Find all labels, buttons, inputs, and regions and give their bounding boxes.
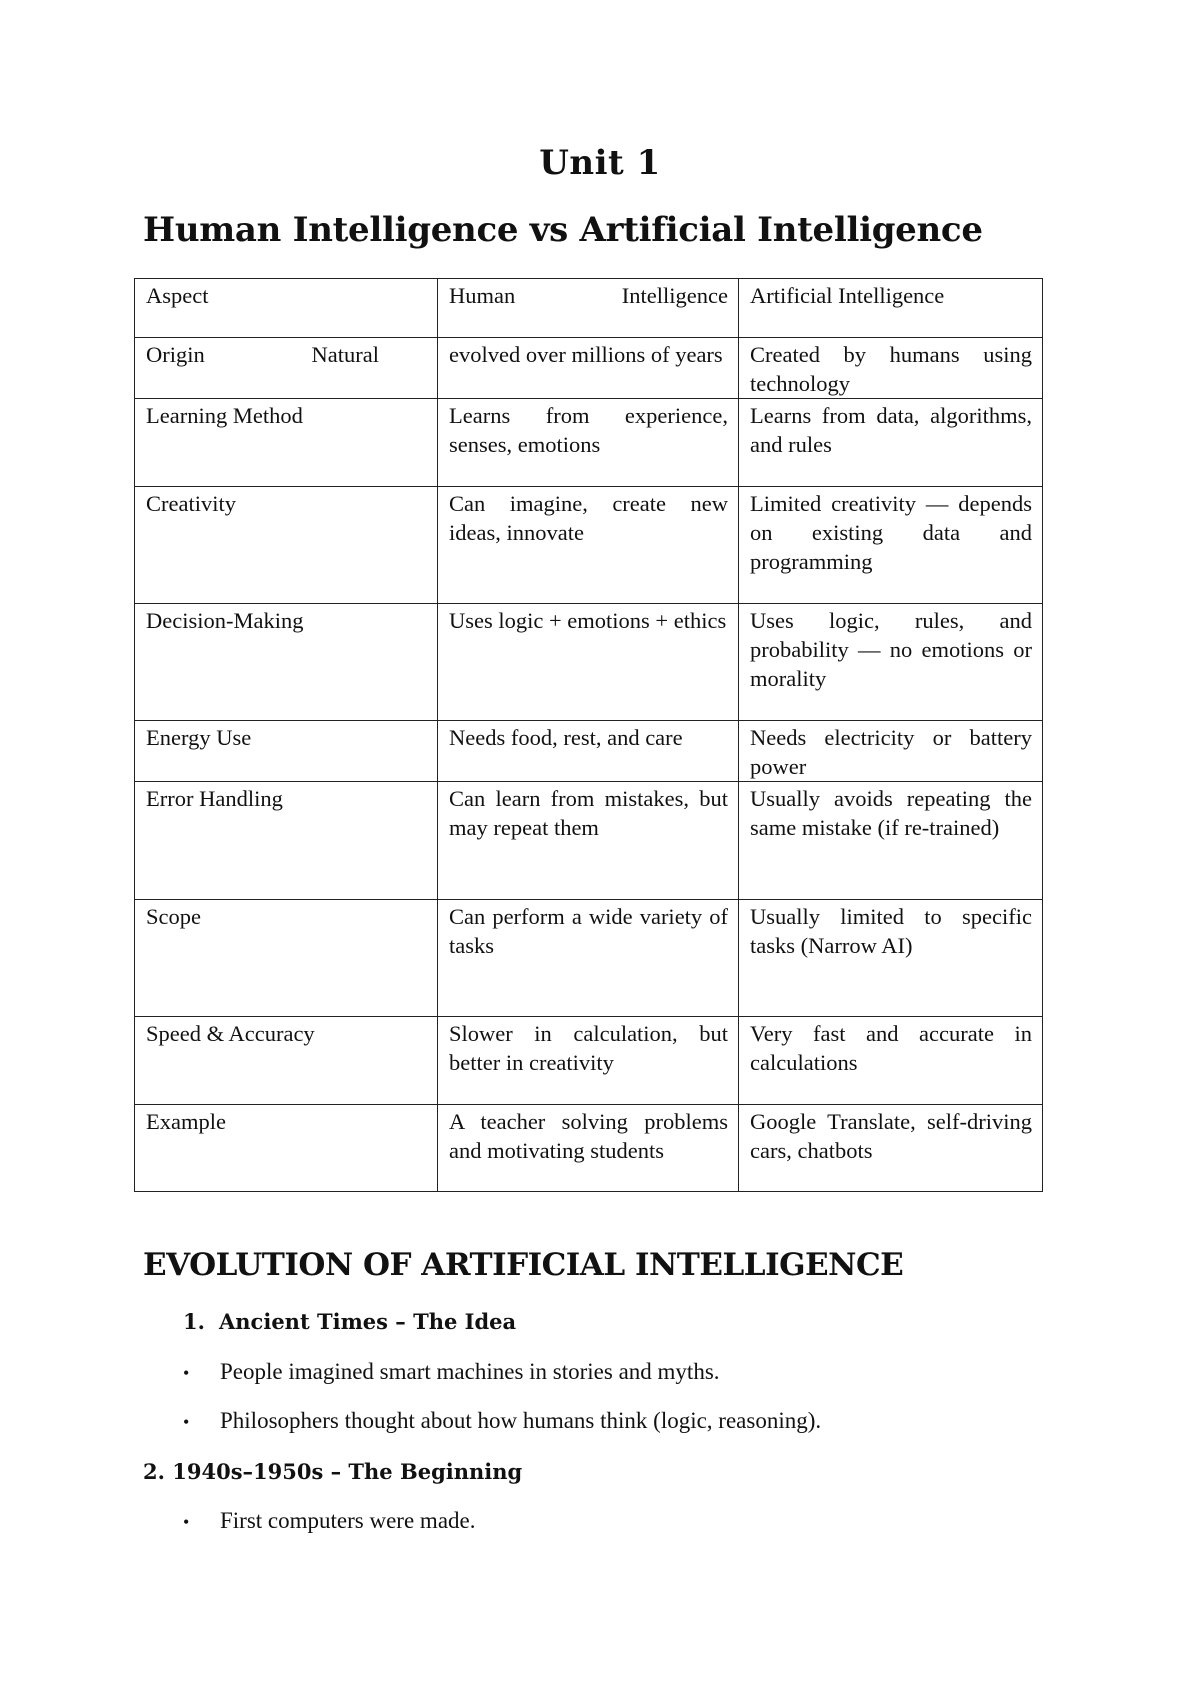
section-number: 2. — [143, 1459, 165, 1484]
human-cell: Can perform a wide variety of tasks — [438, 900, 739, 1017]
aspect-cell: Speed & Accuracy — [135, 1017, 438, 1105]
bullet-icon: • — [183, 1412, 190, 1432]
table-header-row — [135, 279, 1043, 338]
bullet-icon: • — [183, 1512, 190, 1532]
table-row — [135, 338, 1043, 399]
section-heading-text: 1940s–1950s – The Beginning — [172, 1459, 523, 1484]
human-cell: A teacher solving problems and motivating students — [438, 1105, 739, 1192]
ai-cell: Google Translate, self-driving cars, chatbots — [739, 1105, 1043, 1192]
human-cell: evolved over millions of years — [438, 338, 739, 399]
table-row — [135, 487, 1043, 604]
ai-cell: Usually limited to specific tasks (Narrow AI) — [739, 900, 1043, 1017]
aspect-cell: Scope — [135, 900, 438, 1017]
human-cell: Uses logic + emotions + ethics — [438, 604, 739, 721]
header-human-part-b: Intelligence — [621, 283, 728, 308]
table-row — [135, 1105, 1043, 1192]
comparison-table — [134, 278, 1043, 1192]
bullet-icon: • — [183, 1363, 190, 1383]
aspect-cell — [135, 338, 438, 399]
bullet-text: People imagined smart machines in stories and myths. — [220, 1359, 720, 1384]
table-row — [135, 1017, 1043, 1105]
table-row — [135, 721, 1043, 782]
page-title: Human Intelligence vs Artificial Intelligence — [143, 210, 983, 250]
section-heading-ancient-times — [183, 1309, 516, 1334]
human-cell: Can imagine, create new ideas, innovate — [438, 487, 739, 604]
aspect-label: Origin — [146, 342, 205, 367]
header-ai: Artificial Intelligence — [739, 279, 1043, 338]
human-cell: Needs food, rest, and care — [438, 721, 739, 782]
bullet-text: First computers were made. — [220, 1508, 476, 1533]
ai-cell: Needs electricity or battery power — [739, 721, 1043, 782]
human-cell: Slower in calculation, but better in creativity — [438, 1017, 739, 1105]
table-row — [135, 900, 1043, 1017]
human-cell: Learns from experience, senses, emotions — [438, 399, 739, 487]
aspect-cell: Error Handling — [135, 782, 438, 900]
header-human-part-a: Human — [449, 283, 516, 308]
section-heading-beginning — [143, 1459, 522, 1484]
human-cell: Can learn from mistakes, but may repeat them — [438, 782, 739, 900]
bullet-item — [183, 1508, 475, 1534]
section-heading-text: Ancient Times – The Idea — [219, 1309, 517, 1334]
aspect-cell: Energy Use — [135, 721, 438, 782]
ai-cell: Usually avoids repeating the same mistake (if re-trained) — [739, 782, 1043, 900]
table-row — [135, 782, 1043, 900]
ai-cell: Learns from data, algorithms, and rules — [739, 399, 1043, 487]
aspect-cell: Learning Method — [135, 399, 438, 487]
aspect-cell: Example — [135, 1105, 438, 1192]
ai-cell: Very fast and accurate in calculations — [739, 1017, 1043, 1105]
evolution-heading: EVOLUTION OF ARTIFICIAL INTELLIGENCE — [143, 1247, 904, 1283]
header-human — [438, 279, 739, 338]
table-row — [135, 604, 1043, 721]
bullet-text: Philosophers thought about how humans think (logic, reasoning). — [220, 1408, 822, 1433]
ai-cell: Created by humans using technology — [739, 338, 1043, 399]
bullet-item — [183, 1359, 720, 1385]
bullet-item — [183, 1408, 821, 1434]
aspect-cell: Decision-Making — [135, 604, 438, 721]
section-number: 1. — [183, 1309, 205, 1334]
unit-title: Unit 1 — [539, 143, 661, 183]
header-aspect: Aspect — [135, 279, 438, 338]
aspect-extra: Natural — [311, 342, 379, 367]
aspect-cell: Creativity — [135, 487, 438, 604]
table-row — [135, 399, 1043, 487]
ai-cell: Limited creativity — depends on existing data and programming — [739, 487, 1043, 604]
ai-cell: Uses logic, rules, and probability — no emotions or morality — [739, 604, 1043, 721]
